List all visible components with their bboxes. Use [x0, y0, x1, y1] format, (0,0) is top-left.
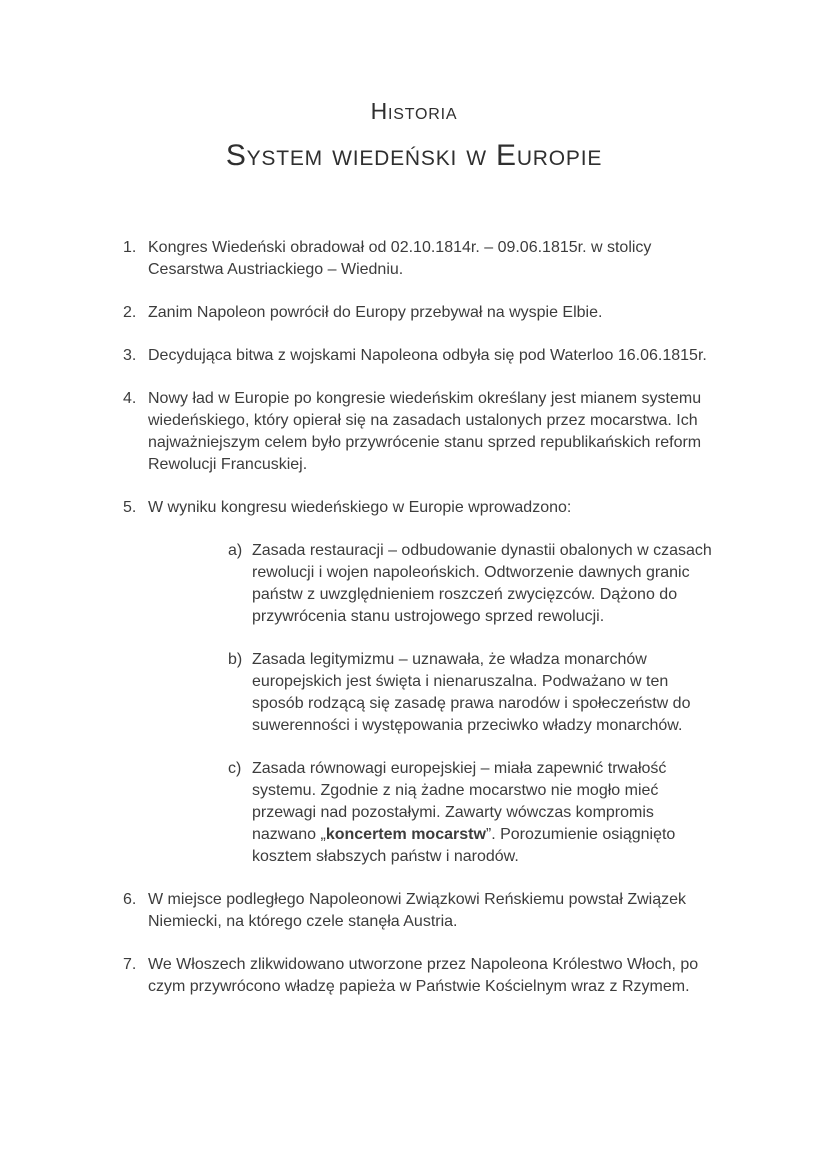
item-text	[148, 497, 718, 868]
document-title: Historia	[370, 98, 458, 124]
subitem-text: Zasada legitymizmu – uznawała, że władza monarchów europejskich jest święta i nienaruszalna. Podważano w ten sposób rodzącą się zasadę prawa narodów i społeczeństw do suwerenności i występowania przeciwko władzy monarchów.	[252, 651, 691, 734]
subitem-text-before: Zasada równowagi europejskiej – miała zapewnić trwałość systemu. Zgodnie z nią żadne mocarstwo nie mogło mieć przewagi nad pozostałymi. Zawarty wówczas kompromis nazwano „	[252, 760, 667, 843]
item-number: 2.	[123, 304, 137, 321]
list-item-2	[123, 302, 718, 324]
list-item-3	[123, 345, 718, 367]
list-item-1	[123, 237, 718, 281]
item-text-lead: W wyniku kongresu wiedeńskiego w Europie wprowadzono:	[148, 499, 572, 516]
list-item-5	[123, 497, 718, 868]
item-text: Nowy ład w Europie po kongresie wiedeńskim określany jest mianem systemu wiedeńskiego, który opierał się na zasadach ustalonych przez mocarstwa. Ich najważniejszym celem było przywrócenie stanu sprzed republikańskich reform Rewolucji Francuskiej.	[148, 390, 702, 473]
item-number: 1.	[123, 239, 137, 256]
document-header	[0, 0, 828, 173]
document-body	[0, 237, 828, 998]
sub-item-c	[228, 758, 718, 868]
item-number: 5.	[123, 499, 137, 516]
item-text: Zanim Napoleon powrócił do Europy przebywał na wyspie Elbie.	[148, 304, 603, 321]
sub-item-b	[228, 649, 718, 737]
subitem-text: Zasada restauracji – odbudowanie dynastii obalonych w czasach rewolucji i wojen napoleońskich. Odtworzenie dawnych granic państw z uwzględnieniem roszczeń zwycięzców. Dążono do przywrócenia stanu ustrojowego sprzed rewolucji.	[252, 542, 712, 625]
subitem-letter: a)	[228, 542, 243, 559]
subitem-letter: c)	[228, 760, 242, 777]
subitem-letter: b)	[228, 651, 243, 668]
item-text: We Włoszech zlikwidowano utworzone przez Napoleona Królestwo Włoch, po czym przywrócono władzę papieża w Państwie Kościelnym wraz z Rzymem.	[148, 956, 699, 995]
item-number: 6.	[123, 891, 137, 908]
item-number: 7.	[123, 956, 137, 973]
list-item-4	[123, 388, 718, 476]
list-item-6	[123, 889, 718, 933]
sub-list	[228, 540, 718, 868]
subitem-text-after: ”. Porozumienie osiągnięto kosztem słabszych państw i narodów.	[252, 826, 676, 865]
sub-item-a	[228, 540, 718, 628]
item-text: Kongres Wiedeński obradował od 02.10.1814r. – 09.06.1815r. w stolicy Cesarstwa Austriackiego – Wiedniu.	[148, 239, 652, 278]
item-number: 3.	[123, 347, 137, 364]
item-text: W miejsce podległego Napoleonowi Związkowi Reńskiemu powstał Związek Niemiecki, na którego czele stanęła Austria.	[148, 891, 687, 930]
list-item-7	[123, 954, 718, 998]
item-number: 4.	[123, 390, 137, 407]
document-subtitle: System wiedeński w Europie	[225, 139, 603, 172]
subitem-text	[252, 758, 718, 868]
item-text: Decydująca bitwa z wojskami Napoleona odbyła się pod Waterloo 16.06.1815r.	[148, 347, 707, 364]
bold-phrase: koncertem mocarstw	[325, 826, 486, 843]
